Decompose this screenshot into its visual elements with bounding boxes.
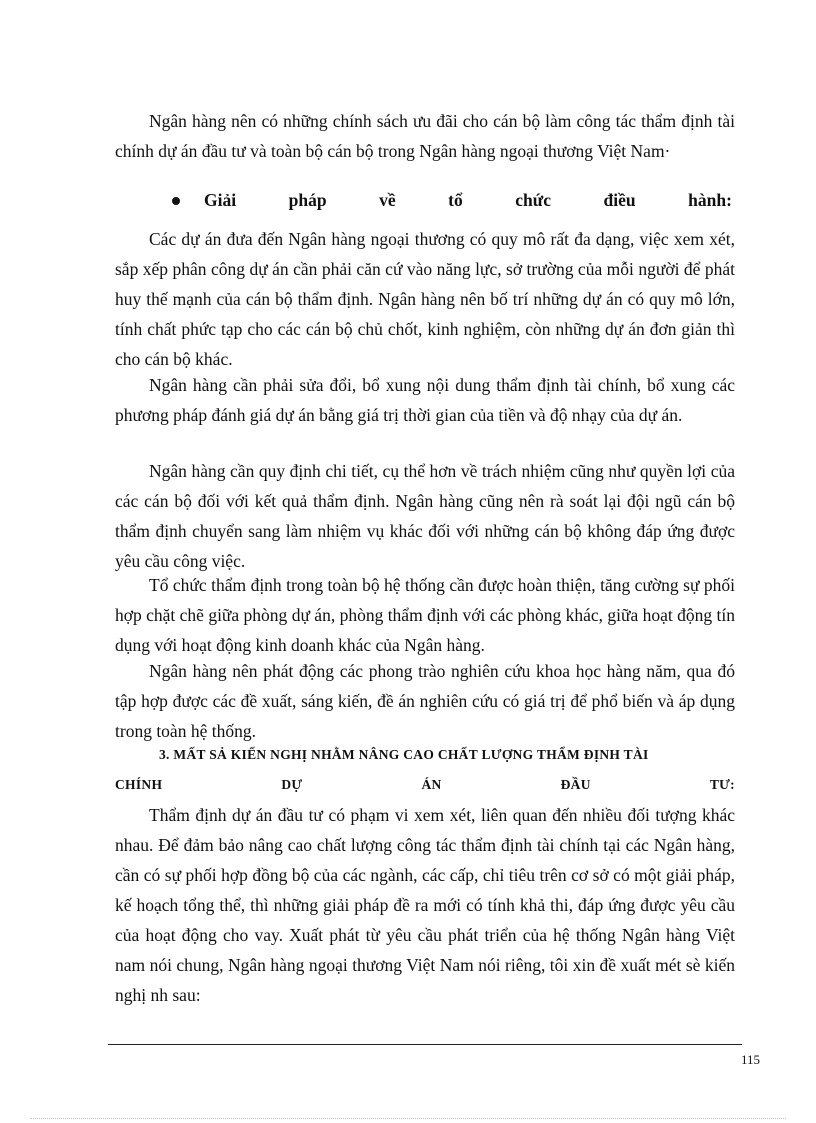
bullet-heading-word: hành:	[688, 190, 732, 210]
paragraph-incentive-policy: Ngân hàng nên có những chính sách ưu đãi cho cán bộ làm công tác thẩm định tài chính dự án đầu tư và toàn bộ cán bộ trong Ngân hàng ngoại thương Việt Nam·	[115, 111, 735, 161]
bullet-heading-first	[172, 190, 236, 211]
paragraph-project-assignment: Các dự án đưa đến Ngân hàng ngoại thương có quy mô rất đa dạng, việc xem xét, sắp xếp phân công dự án cần phải căn cứ vào năng lực, sở trường của mỗi người để phát huy thế mạnh của cán bộ thẩm định. Ngân hàng nên bố trí những dự án có quy mô lớn, tính chất phức tạp cho các cán bộ chủ chốt, kinh nghiệm, còn những dự án đơn giản thì cho cán bộ khác.	[115, 229, 735, 369]
section-heading-line1: 3. MẤT SẢ KIẾN NGHỊ NHẰM NÂNG CAO CHẤT LƯỢNG THẨM ĐỊNH TÀI	[159, 747, 649, 762]
footer-divider	[108, 1044, 742, 1045]
section-heading-word: ÁN	[421, 777, 442, 792]
bullet-heading-word: tổ	[448, 190, 463, 210]
paragraph-research: Ngân hàng nên phát động các phong trào nghiên cứu khoa học hàng năm, qua đó tập hợp được các đề xuất, sáng kiến, đề án nghiên cứu có giá trị để phổ biến và áp dụng trong toàn hệ thống.	[115, 661, 735, 741]
paragraph-recommendations: Thẩm định dự án đầu tư có phạm vi xem xét, liên quan đến nhiều đối tượng khác nhau. Để đảm bảo nâng cao chất lượng công tác thẩm định tài chính tại các Ngân hàng, cần có sự phối hợp đồng bộ của các ngành, các cấp, chỉ tiêu trên cơ sở có một giải pháp, kế hoạch tổng thể, thì những giải pháp đề ra mới có tính khả thi, đáp ứng được yêu cầu của hoạt động cho vay. Xuất phát từ yêu cầu phát triển của hệ thống Ngân hàng Việt nam nói chung, Ngân hàng ngoại thương Việt Nam nói riêng, tôi xin đề xuất mét sè kiến nghị nh sau:	[115, 805, 735, 1005]
bullet-heading-word: pháp	[288, 190, 327, 210]
section-heading-line2	[115, 770, 735, 800]
bullet-heading-word: về	[379, 190, 396, 210]
bullet-heading-word: chức	[515, 190, 551, 210]
section-heading-word: ĐẦU	[560, 777, 591, 792]
bullet-heading-word: điều	[603, 190, 636, 210]
bullet-heading-word: Giải	[204, 190, 237, 210]
page-number: 115	[740, 1052, 760, 1067]
section-heading-word: CHÍNH	[115, 777, 163, 792]
paragraph-organization: Tổ chức thẩm định trong toàn bộ hệ thống cần được hoàn thiện, tăng cường sự phối hợp chặt chẽ giữa phòng dự án, phòng thẩm định với các phòng khác, giữa hoạt động tín dụng với hoạt động kinh doanh khác của Ngân hàng.	[115, 575, 735, 655]
paragraph-responsibility: Ngân hàng cần quy định chi tiết, cụ thể hơn về trách nhiệm cũng như quyền lợi của các cán bộ đối với kết quả thẩm định. Ngân hàng cũng nên rà soát lại đội ngũ cán bộ thẩm định chuyển sang làm nhiệm vụ khác đối với những cán bộ không đáp ứng được yêu cầu công việc.	[115, 461, 735, 571]
paragraph-revise-content: Ngân hàng cần phải sửa đổi, bổ xung nội dung thẩm định tài chính, bổ xung các phương pháp đánh giá dự án bằng giá trị thời gian của tiền và độ nhạy của dự án.	[115, 375, 735, 425]
section-heading-word: DỰ	[281, 777, 303, 792]
section-heading-word: TƯ:	[709, 777, 735, 792]
bullet-heading-organization	[172, 190, 732, 211]
section-heading	[115, 740, 735, 800]
page-bottom-dotted-border	[30, 1118, 786, 1119]
bullet-icon	[172, 197, 180, 205]
